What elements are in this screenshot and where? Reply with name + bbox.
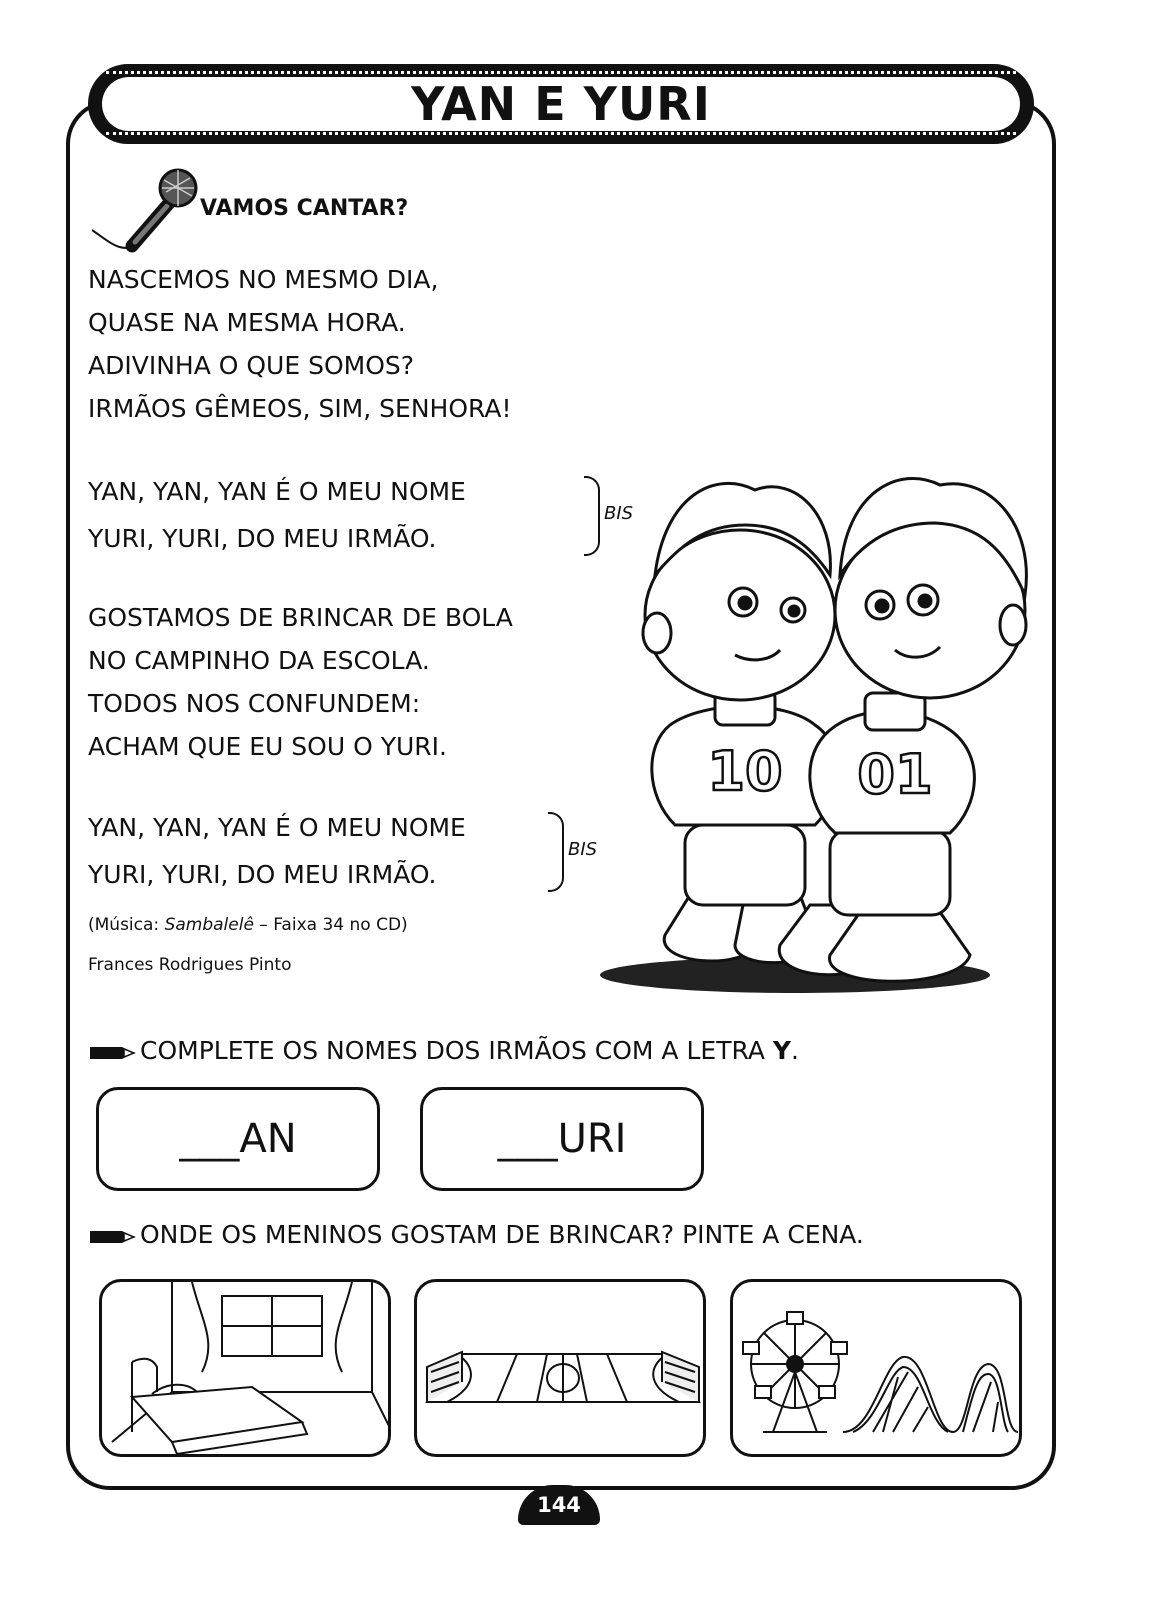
chorus-2 — [88, 804, 466, 898]
bis-label-2: BIS — [568, 839, 598, 860]
stanza-2 — [88, 596, 513, 768]
instruction-1-letter: Y — [772, 1036, 791, 1065]
right-shirt-number: 01 — [857, 743, 933, 806]
name-blank-yan: ___AN — [179, 1116, 297, 1162]
twins-illustration — [595, 465, 1045, 1010]
music-title: Sambalelê — [164, 915, 254, 935]
banner-dots-bottom — [106, 132, 1016, 139]
name-box-yan[interactable] — [96, 1087, 380, 1191]
bis-brace-2 — [548, 812, 564, 892]
title-inner — [102, 77, 1020, 131]
title-banner — [88, 64, 1034, 144]
instruction-1-text: COMPLETE OS NOMES DOS IRMÃOS COM A LETRA — [140, 1036, 773, 1065]
verse-line: IRMÃOS GÊMEOS, SIM, SENHORA! — [88, 394, 512, 423]
amusement-park-illustration — [733, 1282, 1022, 1457]
verse-line: NO CAMPINHO DA ESCOLA. — [88, 646, 430, 675]
verse-line: NASCEMOS NO MESMO DIA, — [88, 265, 439, 294]
verse-line: YURI, YURI, DO MEU IRMÃO. — [88, 524, 437, 553]
verse-line: GOSTAMOS DE BRINCAR DE BOLA — [88, 603, 513, 632]
verse-line: QUASE NA MESMA HORA. — [88, 308, 406, 337]
author-credit: Frances Rodrigues Pinto — [88, 955, 292, 975]
scene-soccer-field[interactable] — [414, 1279, 706, 1457]
music-credit-prefix: (Música: — [88, 915, 165, 935]
pencil-icon — [88, 1223, 136, 1249]
name-blank-yuri: ___URI — [497, 1116, 627, 1162]
pencil-icon — [88, 1039, 136, 1065]
microphone-icon — [92, 162, 212, 262]
instruction-2 — [88, 1220, 864, 1249]
scene-amusement-park[interactable] — [730, 1279, 1022, 1457]
music-credit — [88, 915, 408, 935]
soccer-field-illustration — [417, 1282, 706, 1457]
instruction-1 — [88, 1036, 799, 1065]
verse-line: ACHAM QUE EU SOU O YURI. — [88, 732, 447, 761]
verse-line: TODOS NOS CONFUNDEM: — [88, 689, 421, 718]
verse-line: ADIVINHA O QUE SOMOS? — [88, 351, 415, 380]
music-credit-suffix: – Faixa 34 no CD) — [253, 915, 408, 935]
name-box-yuri[interactable] — [420, 1087, 704, 1191]
chorus-1 — [88, 468, 466, 562]
verse-line: YAN, YAN, YAN É O MEU NOME — [88, 813, 466, 842]
verse-line: YAN, YAN, YAN É O MEU NOME — [88, 477, 466, 506]
bedroom-illustration — [102, 1282, 391, 1457]
stanza-1 — [88, 258, 511, 430]
instruction-2-text: ONDE OS MENINOS GOSTAM DE BRINCAR? PINTE A CENA. — [140, 1220, 864, 1249]
left-boy — [643, 483, 838, 962]
sing-label: VAMOS CANTAR? — [200, 196, 409, 221]
scene-bedroom[interactable] — [99, 1279, 391, 1457]
page-number: 144 — [518, 1485, 600, 1525]
bis-label-1: BIS — [604, 503, 634, 524]
instruction-1-end: . — [791, 1036, 799, 1065]
left-shirt-number: 10 — [707, 740, 783, 803]
page-title: YAN E YURI — [411, 77, 711, 131]
verse-line: YURI, YURI, DO MEU IRMÃO. — [88, 860, 437, 889]
